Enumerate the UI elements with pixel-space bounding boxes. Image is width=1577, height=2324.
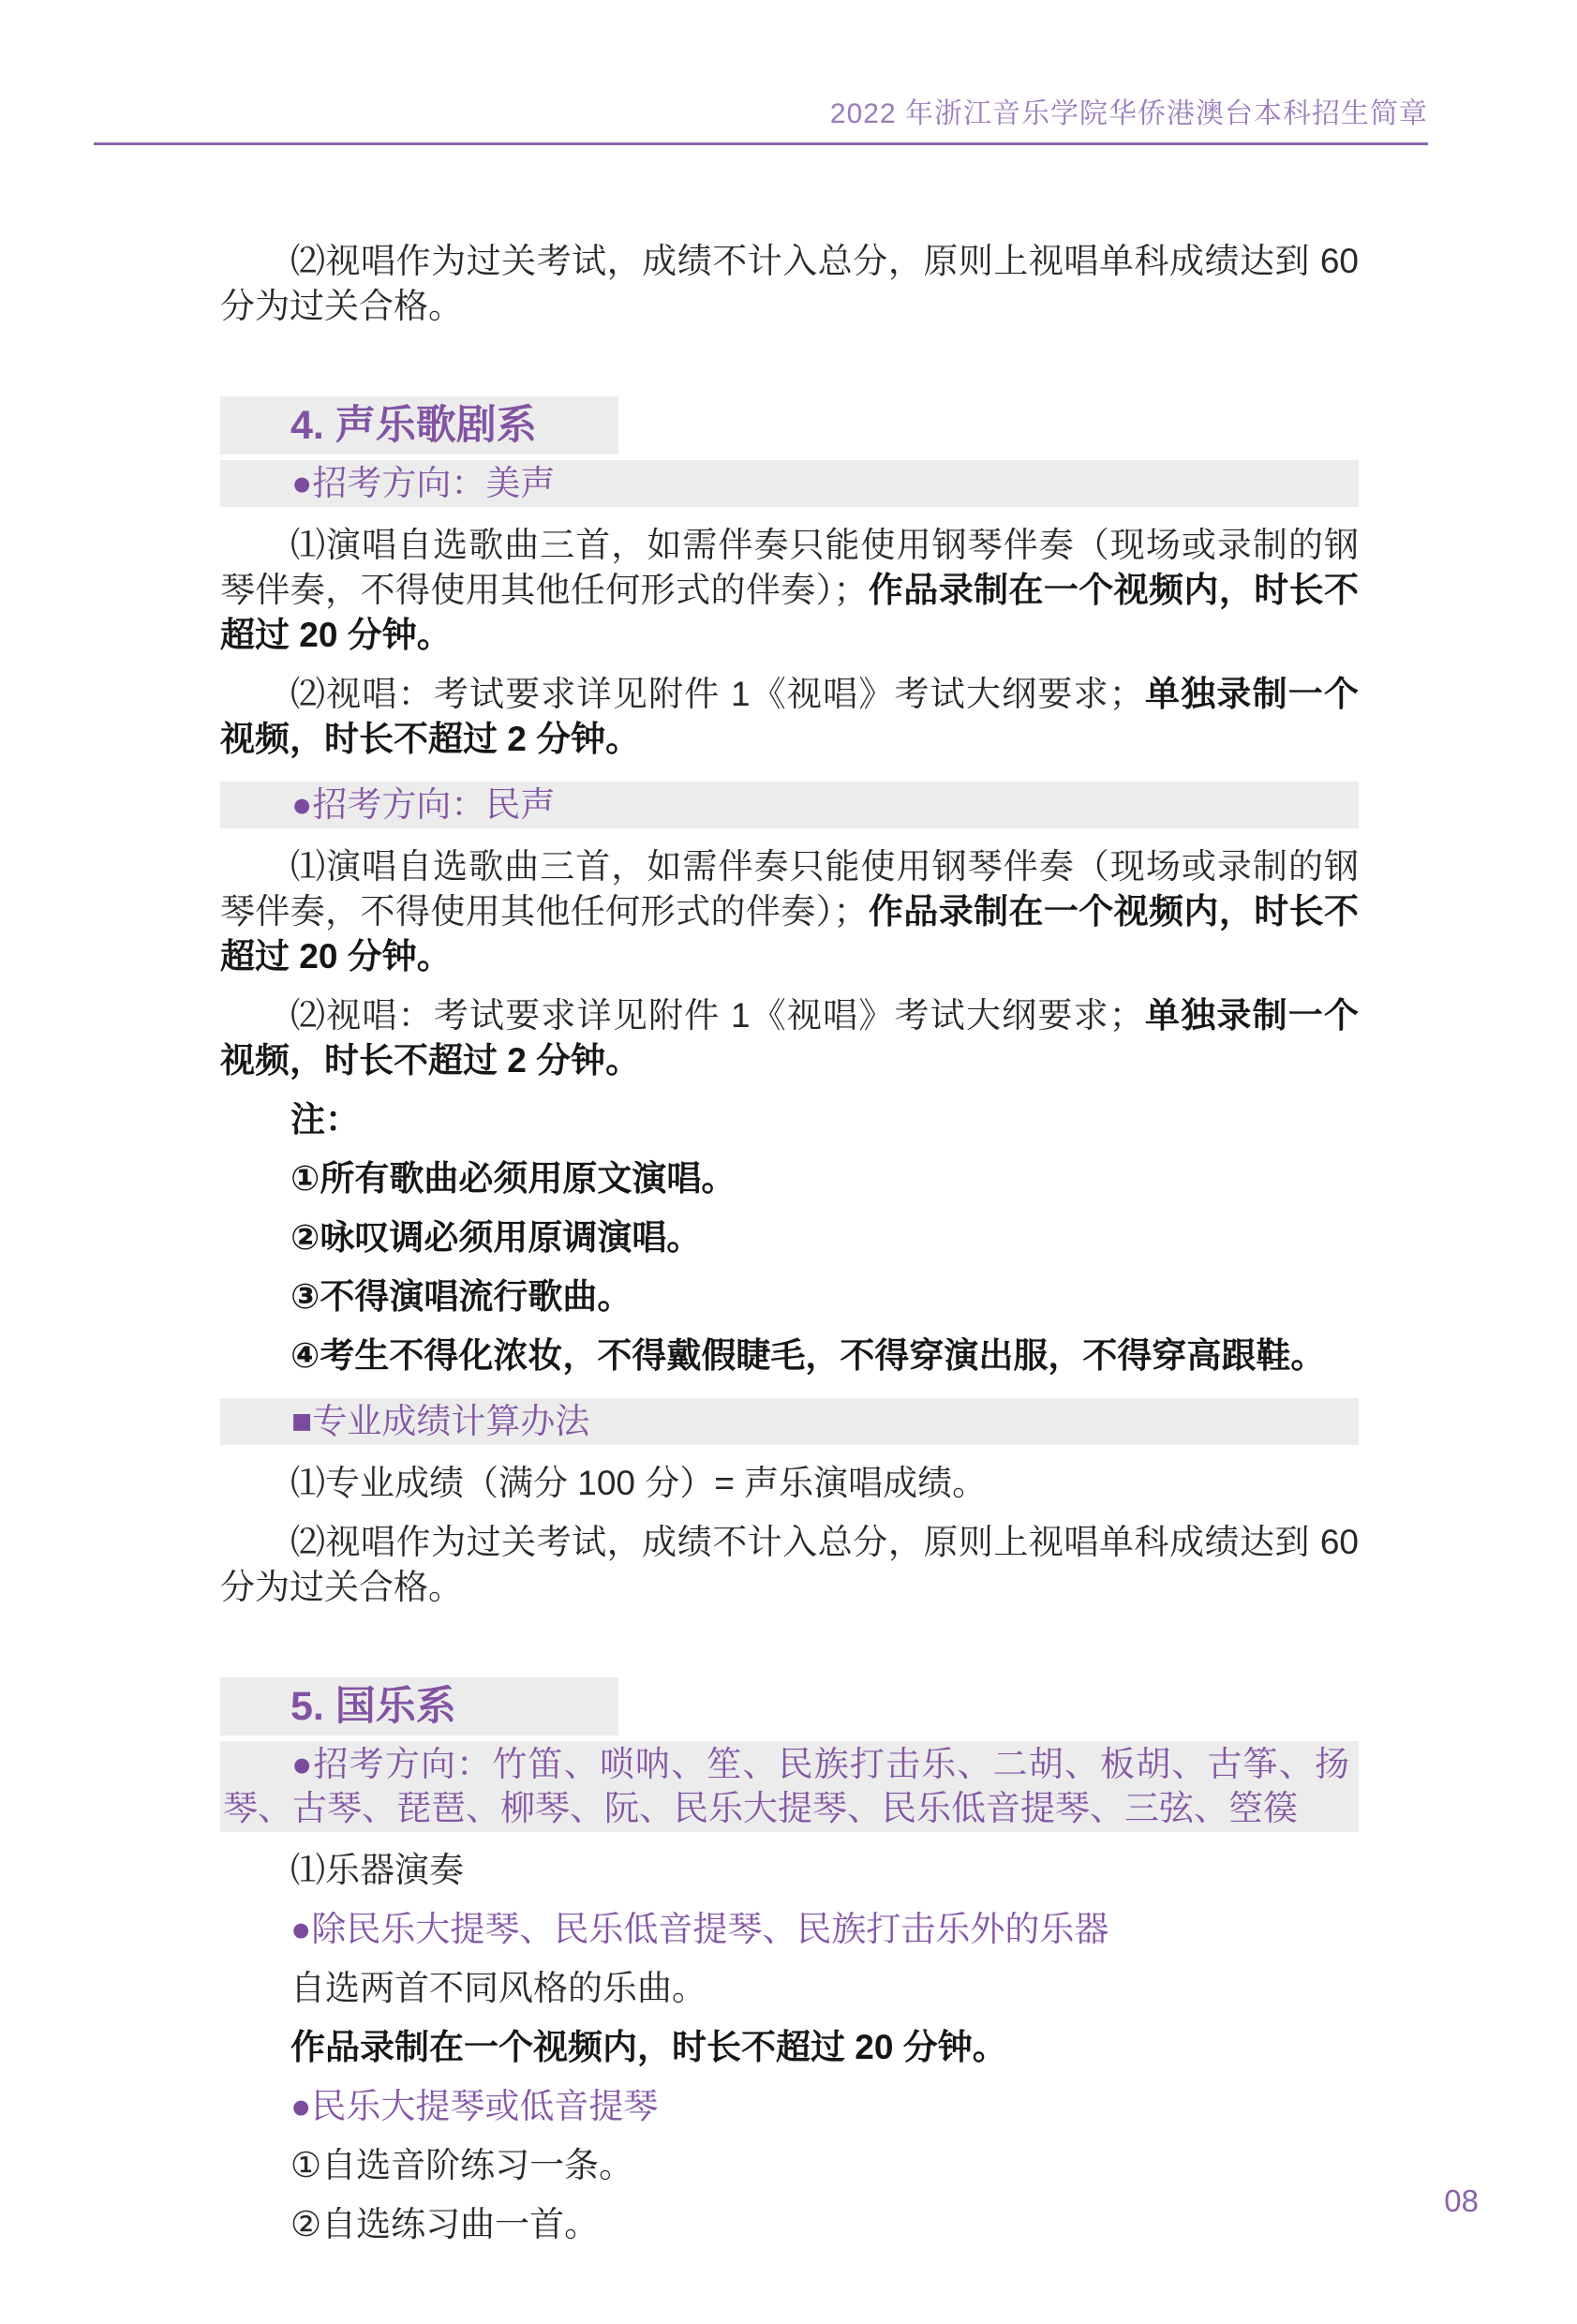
section4-title: 4. 声乐歌剧系 [220, 396, 618, 454]
page-header [94, 90, 1428, 145]
subheading-label: 民乐大提琴或低音提琴 [311, 2087, 659, 2125]
paragraph-score-formula [220, 1461, 1359, 1506]
paragraph-text: ⑴乐器演奏 [290, 1851, 464, 1889]
paragraph-etude [220, 2202, 1359, 2247]
paragraph-scale-exercise [220, 2143, 1359, 2188]
page-content [220, 239, 1359, 2247]
direction-bar-label: 招考方向：竹笛、唢呐、笙、民族打击乐、二胡、板胡、古筝、扬琴、古琴、琵琶、柳琴、阮、民乐大提琴、民乐低音提琴、三弦、箜篌 [223, 1745, 1349, 1827]
score-method-label: 专业成绩计算办法 [312, 1402, 590, 1440]
intro-paragraph [220, 239, 1359, 329]
subheading-label: 除民乐大提琴、民乐低音提琴、民族打击乐外的乐器 [311, 1910, 1109, 1948]
square-bullet-icon: ■ [291, 1402, 313, 1440]
paragraph-text: ①自选音阶练习一条。 [290, 2146, 634, 2184]
paragraph-instrument-performance [220, 1848, 1359, 1893]
note-item-2: ②咏叹调必须用原调演唱。 [290, 1218, 702, 1257]
score-method-bar [220, 1398, 1359, 1445]
subheading-exclude-instruments [220, 1907, 1359, 1952]
paragraph-bold-text: 作品录制在一个视频内，时长不超过 20 分钟。 [220, 571, 1359, 654]
paragraph-text: ⑵视唱：考试要求详见附件 1《视唱》考试大纲要求； [290, 675, 1144, 713]
direction-bar-label: 招考方向：民声 [312, 785, 556, 824]
paragraph-sing-meisheng [220, 523, 1359, 658]
paragraph-text: ⑴演唱自选歌曲三首，如需伴奏只能使用钢琴伴奏（现场或录制的钢琴伴奏，不得使用其他任何形式的伴奏）； [220, 847, 1359, 931]
paragraph-text: ②自选练习曲一首。 [290, 2205, 600, 2243]
direction-bar-meisheng [220, 460, 1359, 507]
paragraph-text: ⑵视唱作为过关考试，成绩不计入总分，原则上视唱单科成绩达到 60 分为过关合格。 [220, 242, 1359, 325]
note-item-4: ④考生不得化浓妆，不得戴假睫毛，不得穿演出服，不得穿高跟鞋。 [290, 1336, 1326, 1375]
section5-title: 5. 国乐系 [220, 1677, 618, 1736]
paragraph-bold-text: 单独录制一个视频，时长不超过 2 分钟。 [220, 675, 1360, 758]
document-title: 2022 年浙江音乐学院华侨港澳台本科招生简章 [829, 98, 1428, 129]
direction-bar-minsheng [220, 782, 1359, 828]
paragraph-two-pieces [220, 1966, 1359, 2011]
circle-bullet-icon: ● [291, 785, 313, 824]
paragraph-text: ⑵视唱作为过关考试，成绩不计入总分，原则上视唱单科成绩达到 60 分为过关合格。 [220, 1523, 1359, 1606]
note-item-3: ③不得演唱流行歌曲。 [290, 1277, 632, 1316]
notes-title: 注： [290, 1100, 360, 1139]
paragraph-text: ⑵视唱：考试要求详见附件 1《视唱》考试大纲要求； [290, 996, 1144, 1035]
circle-bullet-icon: ● [291, 1745, 314, 1783]
paragraph-sightsinging-minsheng [220, 993, 1359, 1083]
direction-bar-label: 招考方向：美声 [312, 464, 556, 502]
page-number: 08 [1444, 2183, 1479, 2218]
paragraph-bold-text: 作品录制在一个视频内，时长不超过 20 分钟。 [220, 892, 1359, 976]
paragraph-text: ⑴演唱自选歌曲三首，如需伴奏只能使用钢琴伴奏（现场或录制的钢琴伴奏，不得使用其他任何形式的伴奏）； [220, 526, 1359, 609]
paragraph-sightsinging-meisheng [220, 672, 1359, 762]
circle-bullet-icon: ● [290, 1910, 312, 1948]
paragraph-bold-text: 单独录制一个视频，时长不超过 2 分钟。 [220, 996, 1360, 1080]
paragraph-text: 自选两首不同风格的乐曲。 [290, 1969, 707, 2007]
paragraph-text: ⑴专业成绩（满分 100 分）= 声乐演唱成绩。 [290, 1464, 988, 1502]
paragraph-sing-minsheng [220, 844, 1359, 979]
direction-bar-guoyue [220, 1741, 1359, 1832]
note-item-1: ①所有歌曲必须用原文演唱。 [290, 1159, 736, 1198]
circle-bullet-icon: ● [290, 2087, 312, 2125]
circle-bullet-icon: ● [291, 464, 313, 502]
paragraph-video-limit: 作品录制在一个视频内，时长不超过 20 分钟。 [290, 2028, 1007, 2066]
subheading-cello-bass [220, 2084, 1359, 2129]
paragraph-score-passing [220, 1520, 1359, 1610]
